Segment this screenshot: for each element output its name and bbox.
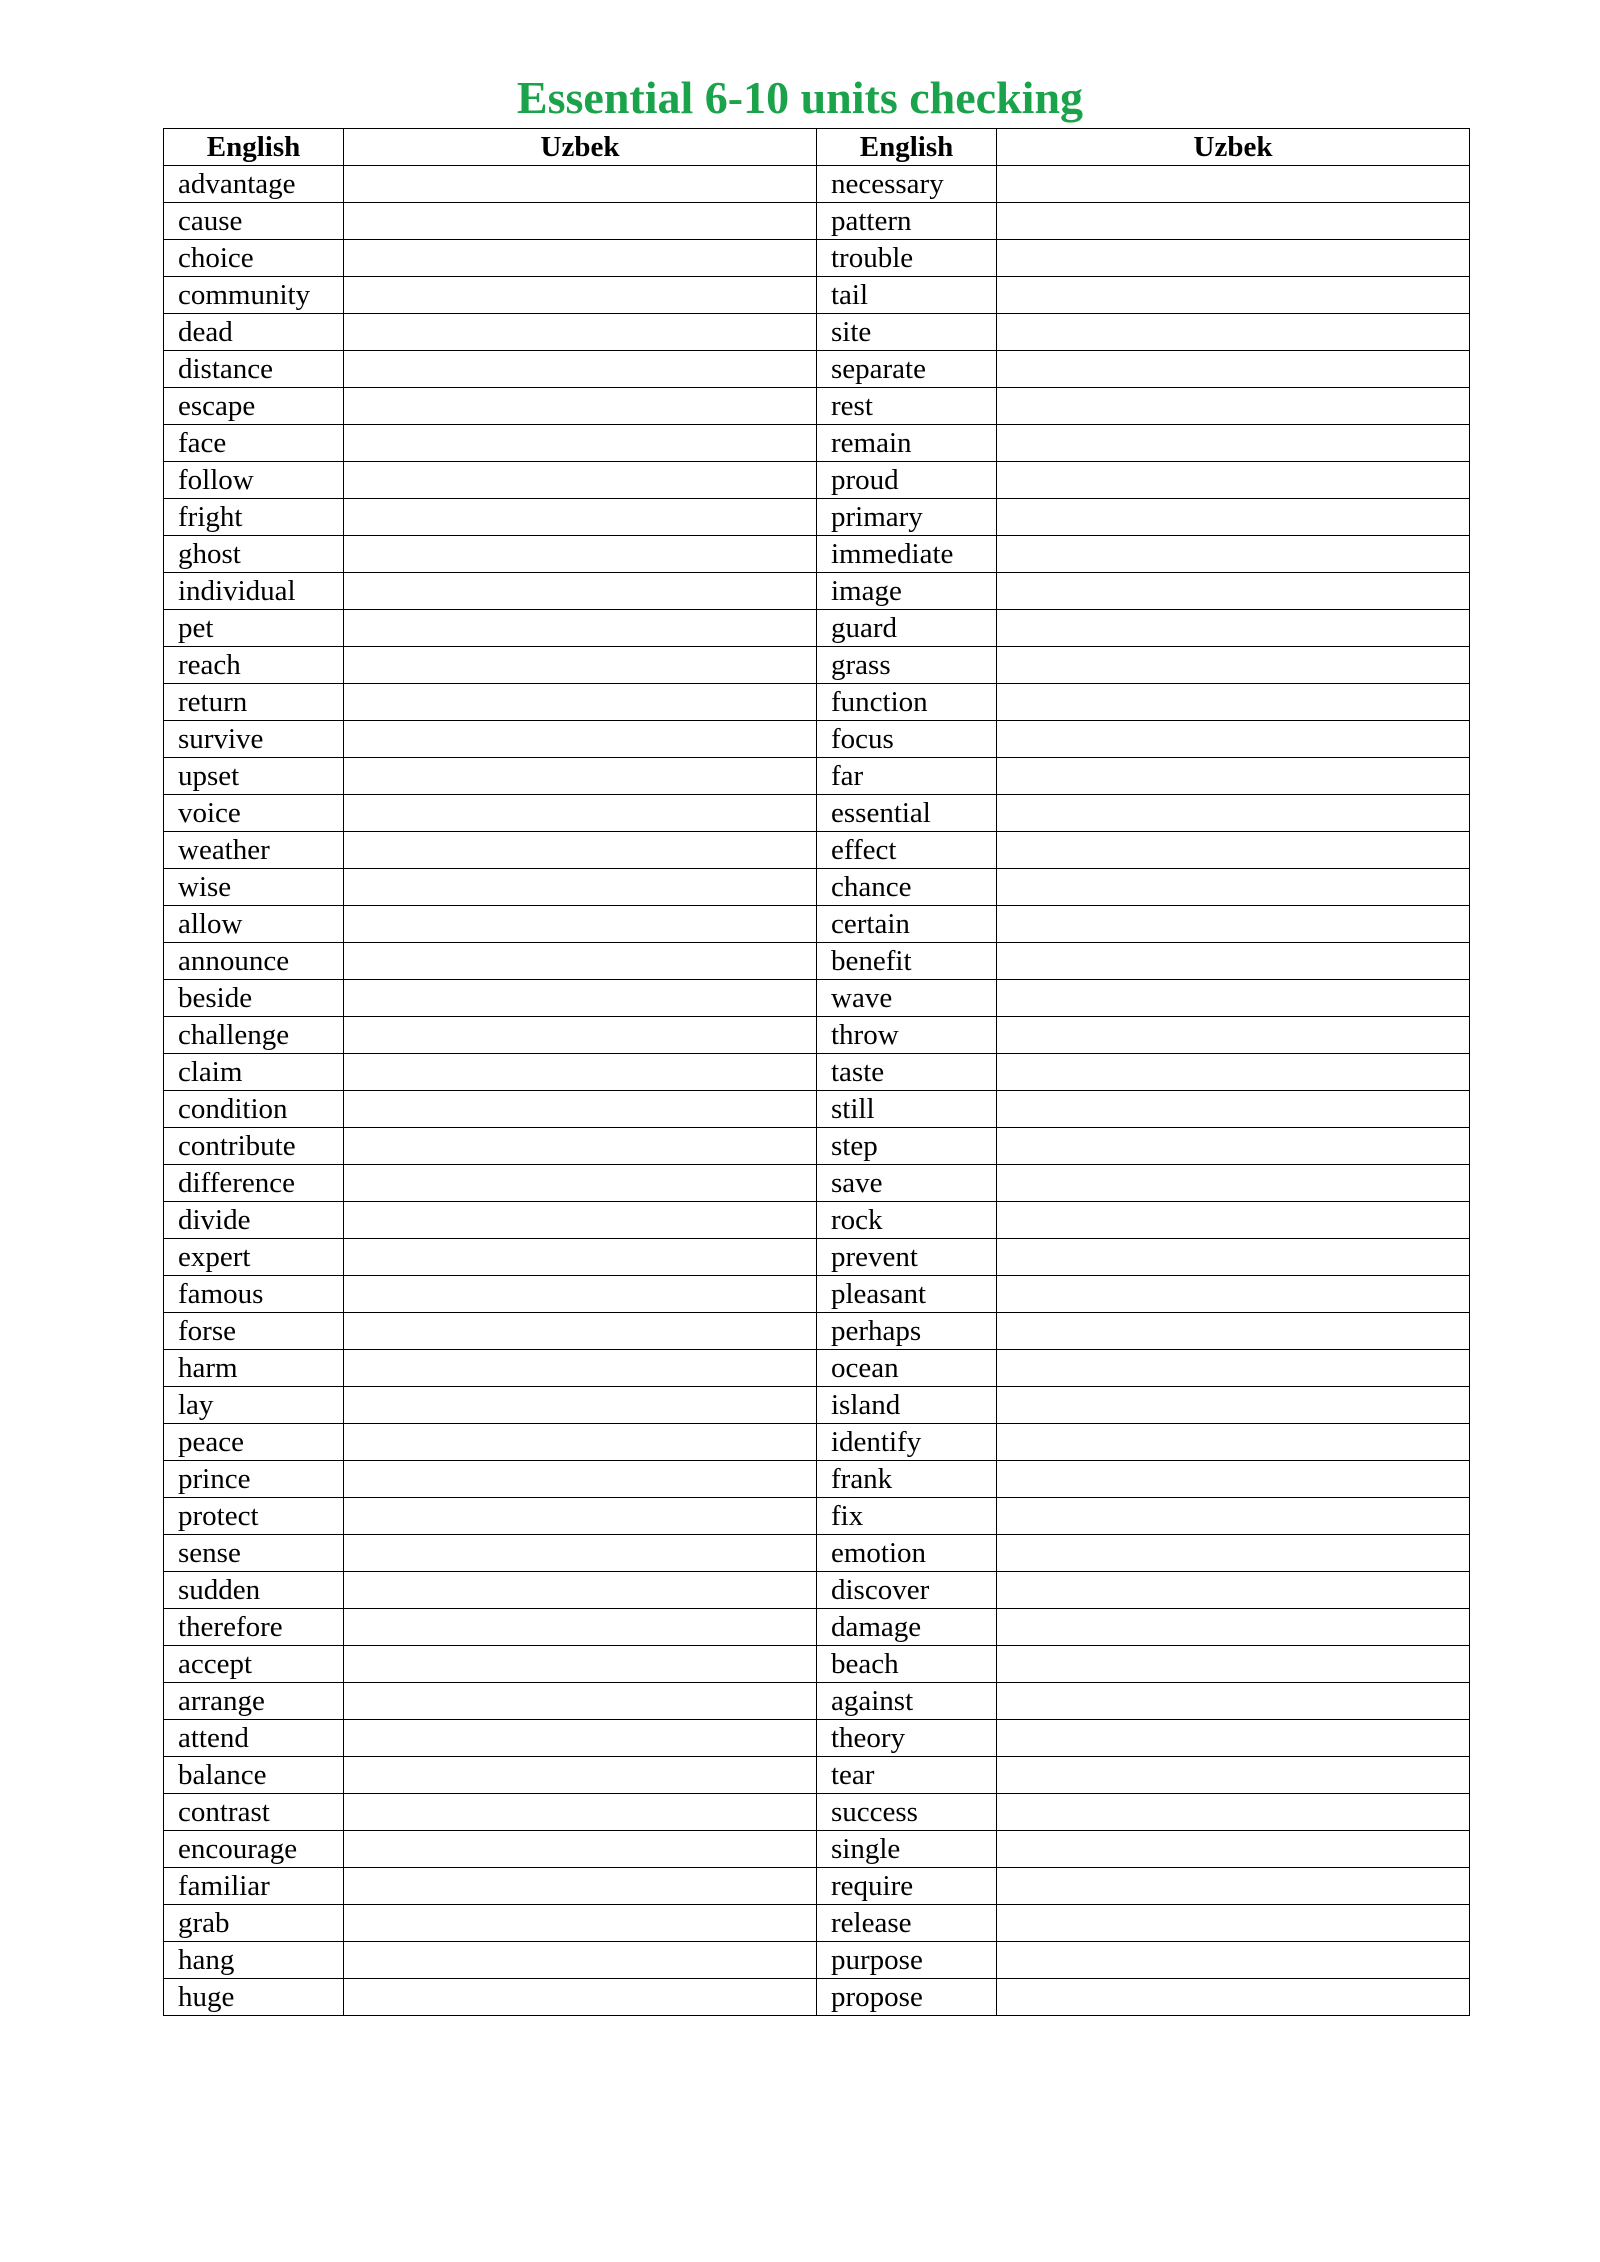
table-row — [164, 1054, 1470, 1091]
uzbek-answer-cell-right[interactable] — [997, 573, 1470, 610]
english-word-right: certain — [817, 906, 997, 943]
uzbek-answer-cell-right[interactable] — [997, 869, 1470, 906]
english-word-left: wise — [164, 869, 344, 906]
uzbek-answer-cell-right[interactable] — [997, 1868, 1470, 1905]
uzbek-answer-cell-right[interactable] — [997, 1794, 1470, 1831]
table-row — [164, 758, 1470, 795]
uzbek-answer-cell-left[interactable] — [344, 1091, 817, 1128]
english-word-right: propose — [817, 1979, 997, 2016]
table-row — [164, 388, 1470, 425]
english-word-left: advantage — [164, 166, 344, 203]
uzbek-answer-cell-right[interactable] — [997, 1054, 1470, 1091]
english-word-left: famous — [164, 1276, 344, 1313]
english-word-right: site — [817, 314, 997, 351]
english-word-right: ocean — [817, 1350, 997, 1387]
uzbek-answer-cell-right[interactable] — [997, 1239, 1470, 1276]
english-word-right: throw — [817, 1017, 997, 1054]
english-word-right: success — [817, 1794, 997, 1831]
english-word-left: individual — [164, 573, 344, 610]
english-word-left: escape — [164, 388, 344, 425]
table-row — [164, 573, 1470, 610]
uzbek-answer-cell-left[interactable] — [344, 277, 817, 314]
english-word-left: reach — [164, 647, 344, 684]
uzbek-answer-cell-right[interactable] — [997, 314, 1470, 351]
table-row — [164, 536, 1470, 573]
english-word-right: taste — [817, 1054, 997, 1091]
table-row — [164, 203, 1470, 240]
english-word-right: necessary — [817, 166, 997, 203]
english-word-left: harm — [164, 1350, 344, 1387]
uzbek-answer-cell-left[interactable] — [344, 980, 817, 1017]
uzbek-answer-cell-left[interactable] — [344, 1350, 817, 1387]
english-word-left: community — [164, 277, 344, 314]
english-word-left: attend — [164, 1720, 344, 1757]
english-word-right: still — [817, 1091, 997, 1128]
table-row — [164, 1757, 1470, 1794]
uzbek-answer-cell-left[interactable] — [344, 721, 817, 758]
uzbek-answer-cell-left[interactable] — [344, 1054, 817, 1091]
uzbek-answer-cell-right[interactable] — [997, 1905, 1470, 1942]
english-word-left: peace — [164, 1424, 344, 1461]
table-row — [164, 314, 1470, 351]
uzbek-answer-cell-left[interactable] — [344, 1313, 817, 1350]
english-word-right: image — [817, 573, 997, 610]
uzbek-answer-cell-left[interactable] — [344, 1498, 817, 1535]
english-word-right: guard — [817, 610, 997, 647]
table-row — [164, 1165, 1470, 1202]
english-word-left: arrange — [164, 1683, 344, 1720]
english-word-left: grab — [164, 1905, 344, 1942]
uzbek-answer-cell-right[interactable] — [997, 1350, 1470, 1387]
english-word-left: announce — [164, 943, 344, 980]
table-row — [164, 684, 1470, 721]
uzbek-answer-cell-left[interactable] — [344, 166, 817, 203]
uzbek-answer-cell-left[interactable] — [344, 1017, 817, 1054]
uzbek-answer-cell-left[interactable] — [344, 795, 817, 832]
table-row — [164, 1424, 1470, 1461]
header-uzbek-right: Uzbek — [997, 129, 1470, 166]
uzbek-answer-cell-right[interactable] — [997, 832, 1470, 869]
uzbek-answer-cell-left[interactable] — [344, 314, 817, 351]
uzbek-answer-cell-right[interactable] — [997, 647, 1470, 684]
uzbek-answer-cell-right[interactable] — [997, 1424, 1470, 1461]
english-word-right: pattern — [817, 203, 997, 240]
table-row — [164, 1313, 1470, 1350]
table-row — [164, 1535, 1470, 1572]
uzbek-answer-cell-right[interactable] — [997, 758, 1470, 795]
english-word-right: purpose — [817, 1942, 997, 1979]
english-word-left: hang — [164, 1942, 344, 1979]
uzbek-answer-cell-left[interactable] — [344, 536, 817, 573]
english-word-left: forse — [164, 1313, 344, 1350]
english-word-left: protect — [164, 1498, 344, 1535]
english-word-right: separate — [817, 351, 997, 388]
table-body — [164, 166, 1470, 2016]
uzbek-answer-cell-left[interactable] — [344, 1239, 817, 1276]
uzbek-answer-cell-left[interactable] — [344, 1905, 817, 1942]
table-row — [164, 1979, 1470, 2016]
table-row — [164, 1868, 1470, 1905]
english-word-left: prince — [164, 1461, 344, 1498]
uzbek-answer-cell-right[interactable] — [997, 351, 1470, 388]
uzbek-answer-cell-right[interactable] — [997, 980, 1470, 1017]
uzbek-answer-cell-right[interactable] — [997, 1572, 1470, 1609]
table-row — [164, 832, 1470, 869]
uzbek-answer-cell-left[interactable] — [344, 1794, 817, 1831]
english-word-left: ghost — [164, 536, 344, 573]
english-word-right: frank — [817, 1461, 997, 1498]
english-word-left: cause — [164, 203, 344, 240]
english-word-left: beside — [164, 980, 344, 1017]
uzbek-answer-cell-right[interactable] — [997, 499, 1470, 536]
table-row — [164, 1461, 1470, 1498]
english-word-left: familiar — [164, 1868, 344, 1905]
uzbek-answer-cell-left[interactable] — [344, 203, 817, 240]
english-word-right: single — [817, 1831, 997, 1868]
uzbek-answer-cell-left[interactable] — [344, 1165, 817, 1202]
english-word-right: release — [817, 1905, 997, 1942]
english-word-left: contribute — [164, 1128, 344, 1165]
table-row — [164, 1572, 1470, 1609]
table-row — [164, 1831, 1470, 1868]
table-row — [164, 277, 1470, 314]
uzbek-answer-cell-right[interactable] — [997, 1461, 1470, 1498]
english-word-right: essential — [817, 795, 997, 832]
english-word-right: prevent — [817, 1239, 997, 1276]
uzbek-answer-cell-left[interactable] — [344, 610, 817, 647]
uzbek-answer-cell-right[interactable] — [997, 1128, 1470, 1165]
uzbek-answer-cell-left[interactable] — [344, 1868, 817, 1905]
uzbek-answer-cell-right[interactable] — [997, 721, 1470, 758]
uzbek-answer-cell-right[interactable] — [997, 388, 1470, 425]
uzbek-answer-cell-left[interactable] — [344, 573, 817, 610]
english-word-right: beach — [817, 1646, 997, 1683]
uzbek-answer-cell-right[interactable] — [997, 1498, 1470, 1535]
table-row — [164, 1609, 1470, 1646]
uzbek-answer-cell-left[interactable] — [344, 462, 817, 499]
uzbek-answer-cell-left[interactable] — [344, 1424, 817, 1461]
english-word-right: benefit — [817, 943, 997, 980]
english-word-right: step — [817, 1128, 997, 1165]
english-word-right: proud — [817, 462, 997, 499]
uzbek-answer-cell-right[interactable] — [997, 1720, 1470, 1757]
english-word-left: divide — [164, 1202, 344, 1239]
uzbek-answer-cell-right[interactable] — [997, 462, 1470, 499]
english-word-left: sudden — [164, 1572, 344, 1609]
page-title: Essential 6-10 units checking — [516, 72, 1084, 123]
uzbek-answer-cell-left[interactable] — [344, 388, 817, 425]
uzbek-answer-cell-right[interactable] — [997, 536, 1470, 573]
english-word-right: require — [817, 1868, 997, 1905]
english-word-right: against — [817, 1683, 997, 1720]
header-uzbek-left: Uzbek — [344, 129, 817, 166]
uzbek-answer-cell-left[interactable] — [344, 1609, 817, 1646]
table-row — [164, 1128, 1470, 1165]
english-word-left: encourage — [164, 1831, 344, 1868]
table-row — [164, 1794, 1470, 1831]
english-word-right: save — [817, 1165, 997, 1202]
english-word-right: tail — [817, 277, 997, 314]
english-word-right: function — [817, 684, 997, 721]
english-word-left: condition — [164, 1091, 344, 1128]
english-word-right: focus — [817, 721, 997, 758]
uzbek-answer-cell-left[interactable] — [344, 351, 817, 388]
table-row — [164, 1017, 1470, 1054]
uzbek-answer-cell-left[interactable] — [344, 1720, 817, 1757]
uzbek-answer-cell-left[interactable] — [344, 647, 817, 684]
english-word-right: chance — [817, 869, 997, 906]
uzbek-answer-cell-right[interactable] — [997, 906, 1470, 943]
uzbek-answer-cell-right[interactable] — [997, 943, 1470, 980]
english-word-left: sense — [164, 1535, 344, 1572]
english-word-left: choice — [164, 240, 344, 277]
uzbek-answer-cell-right[interactable] — [997, 1979, 1470, 2016]
table-row — [164, 1942, 1470, 1979]
uzbek-answer-cell-left[interactable] — [344, 1646, 817, 1683]
uzbek-answer-cell-right[interactable] — [997, 203, 1470, 240]
table-row — [164, 1387, 1470, 1424]
uzbek-answer-cell-left[interactable] — [344, 1128, 817, 1165]
table-row — [164, 869, 1470, 906]
uzbek-answer-cell-left[interactable] — [344, 1387, 817, 1424]
uzbek-answer-cell-right[interactable] — [997, 1609, 1470, 1646]
table-row — [164, 351, 1470, 388]
uzbek-answer-cell-left[interactable] — [344, 425, 817, 462]
uzbek-answer-cell-left[interactable] — [344, 1942, 817, 1979]
english-word-left: follow — [164, 462, 344, 499]
uzbek-answer-cell-right[interactable] — [997, 1831, 1470, 1868]
table-row — [164, 943, 1470, 980]
table-row — [164, 1202, 1470, 1239]
english-word-left: fright — [164, 499, 344, 536]
uzbek-answer-cell-left[interactable] — [344, 1683, 817, 1720]
english-word-left: voice — [164, 795, 344, 832]
english-word-left: huge — [164, 1979, 344, 2016]
uzbek-answer-cell-left[interactable] — [344, 1461, 817, 1498]
table-row — [164, 1350, 1470, 1387]
uzbek-answer-cell-right[interactable] — [997, 610, 1470, 647]
english-word-left: face — [164, 425, 344, 462]
english-word-right: theory — [817, 1720, 997, 1757]
english-word-left: accept — [164, 1646, 344, 1683]
english-word-left: distance — [164, 351, 344, 388]
table-row — [164, 721, 1470, 758]
uzbek-answer-cell-right[interactable] — [997, 684, 1470, 721]
english-word-right: emotion — [817, 1535, 997, 1572]
uzbek-answer-cell-left[interactable] — [344, 1276, 817, 1313]
english-word-left: challenge — [164, 1017, 344, 1054]
uzbek-answer-cell-right[interactable] — [997, 1757, 1470, 1794]
uzbek-answer-cell-left[interactable] — [344, 1831, 817, 1868]
uzbek-answer-cell-left[interactable] — [344, 684, 817, 721]
english-word-right: remain — [817, 425, 997, 462]
english-word-right: immediate — [817, 536, 997, 573]
uzbek-answer-cell-right[interactable] — [997, 1017, 1470, 1054]
uzbek-answer-cell-right[interactable] — [997, 1387, 1470, 1424]
english-word-left: weather — [164, 832, 344, 869]
table-row — [164, 1646, 1470, 1683]
english-word-left: claim — [164, 1054, 344, 1091]
table-row — [164, 795, 1470, 832]
uzbek-answer-cell-left[interactable] — [344, 832, 817, 869]
uzbek-answer-cell-right[interactable] — [997, 277, 1470, 314]
table-row — [164, 240, 1470, 277]
uzbek-answer-cell-left[interactable] — [344, 240, 817, 277]
uzbek-answer-cell-left[interactable] — [344, 906, 817, 943]
table-row — [164, 1905, 1470, 1942]
english-word-right: identify — [817, 1424, 997, 1461]
english-word-right: perhaps — [817, 1313, 997, 1350]
table-row — [164, 1091, 1470, 1128]
english-word-right: island — [817, 1387, 997, 1424]
english-word-right: damage — [817, 1609, 997, 1646]
uzbek-answer-cell-left[interactable] — [344, 869, 817, 906]
english-word-left: pet — [164, 610, 344, 647]
table-row — [164, 1683, 1470, 1720]
uzbek-answer-cell-right[interactable] — [997, 795, 1470, 832]
english-word-right: tear — [817, 1757, 997, 1794]
english-word-right: grass — [817, 647, 997, 684]
uzbek-answer-cell-left[interactable] — [344, 1757, 817, 1794]
english-word-right: pleasant — [817, 1276, 997, 1313]
english-word-right: wave — [817, 980, 997, 1017]
table-row — [164, 610, 1470, 647]
uzbek-answer-cell-left[interactable] — [344, 1202, 817, 1239]
english-word-right: far — [817, 758, 997, 795]
english-word-left: contrast — [164, 1794, 344, 1831]
english-word-left: upset — [164, 758, 344, 795]
english-word-left: survive — [164, 721, 344, 758]
uzbek-answer-cell-right[interactable] — [997, 1165, 1470, 1202]
english-word-left: lay — [164, 1387, 344, 1424]
table-row — [164, 1498, 1470, 1535]
uzbek-answer-cell-right[interactable] — [997, 1091, 1470, 1128]
uzbek-answer-cell-right[interactable] — [997, 1683, 1470, 1720]
english-word-left: allow — [164, 906, 344, 943]
english-word-left: dead — [164, 314, 344, 351]
english-word-right: rest — [817, 388, 997, 425]
uzbek-answer-cell-left[interactable] — [344, 943, 817, 980]
uzbek-answer-cell-left[interactable] — [344, 1572, 817, 1609]
english-word-right: discover — [817, 1572, 997, 1609]
uzbek-answer-cell-right[interactable] — [997, 1202, 1470, 1239]
uzbek-answer-cell-right[interactable] — [997, 1276, 1470, 1313]
english-word-left: therefore — [164, 1609, 344, 1646]
uzbek-answer-cell-left[interactable] — [344, 758, 817, 795]
english-word-left: return — [164, 684, 344, 721]
uzbek-answer-cell-left[interactable] — [344, 499, 817, 536]
table-row — [164, 425, 1470, 462]
uzbek-answer-cell-left[interactable] — [344, 1535, 817, 1572]
english-word-right: fix — [817, 1498, 997, 1535]
header-english-right: English — [817, 129, 997, 166]
header-english-left: English — [164, 129, 344, 166]
table-header-row — [164, 129, 1470, 166]
english-word-right: primary — [817, 499, 997, 536]
english-word-right: rock — [817, 1202, 997, 1239]
table-row — [164, 462, 1470, 499]
uzbek-answer-cell-right[interactable] — [997, 1646, 1470, 1683]
table-row — [164, 1720, 1470, 1757]
table-row — [164, 499, 1470, 536]
uzbek-answer-cell-right[interactable] — [997, 425, 1470, 462]
vocabulary-table — [163, 128, 1470, 2016]
table-row — [164, 906, 1470, 943]
table-row — [164, 1239, 1470, 1276]
english-word-left: difference — [164, 1165, 344, 1202]
uzbek-answer-cell-right[interactable] — [997, 1942, 1470, 1979]
uzbek-answer-cell-right[interactable] — [997, 1535, 1470, 1572]
table-row — [164, 647, 1470, 684]
english-word-right: trouble — [817, 240, 997, 277]
table-row — [164, 1276, 1470, 1313]
english-word-left: balance — [164, 1757, 344, 1794]
uzbek-answer-cell-right[interactable] — [997, 166, 1470, 203]
table-row — [164, 980, 1470, 1017]
english-word-left: expert — [164, 1239, 344, 1276]
table-row — [164, 166, 1470, 203]
uzbek-answer-cell-right[interactable] — [997, 1313, 1470, 1350]
uzbek-answer-cell-right[interactable] — [997, 240, 1470, 277]
english-word-right: effect — [817, 832, 997, 869]
uzbek-answer-cell-left[interactable] — [344, 1979, 817, 2016]
